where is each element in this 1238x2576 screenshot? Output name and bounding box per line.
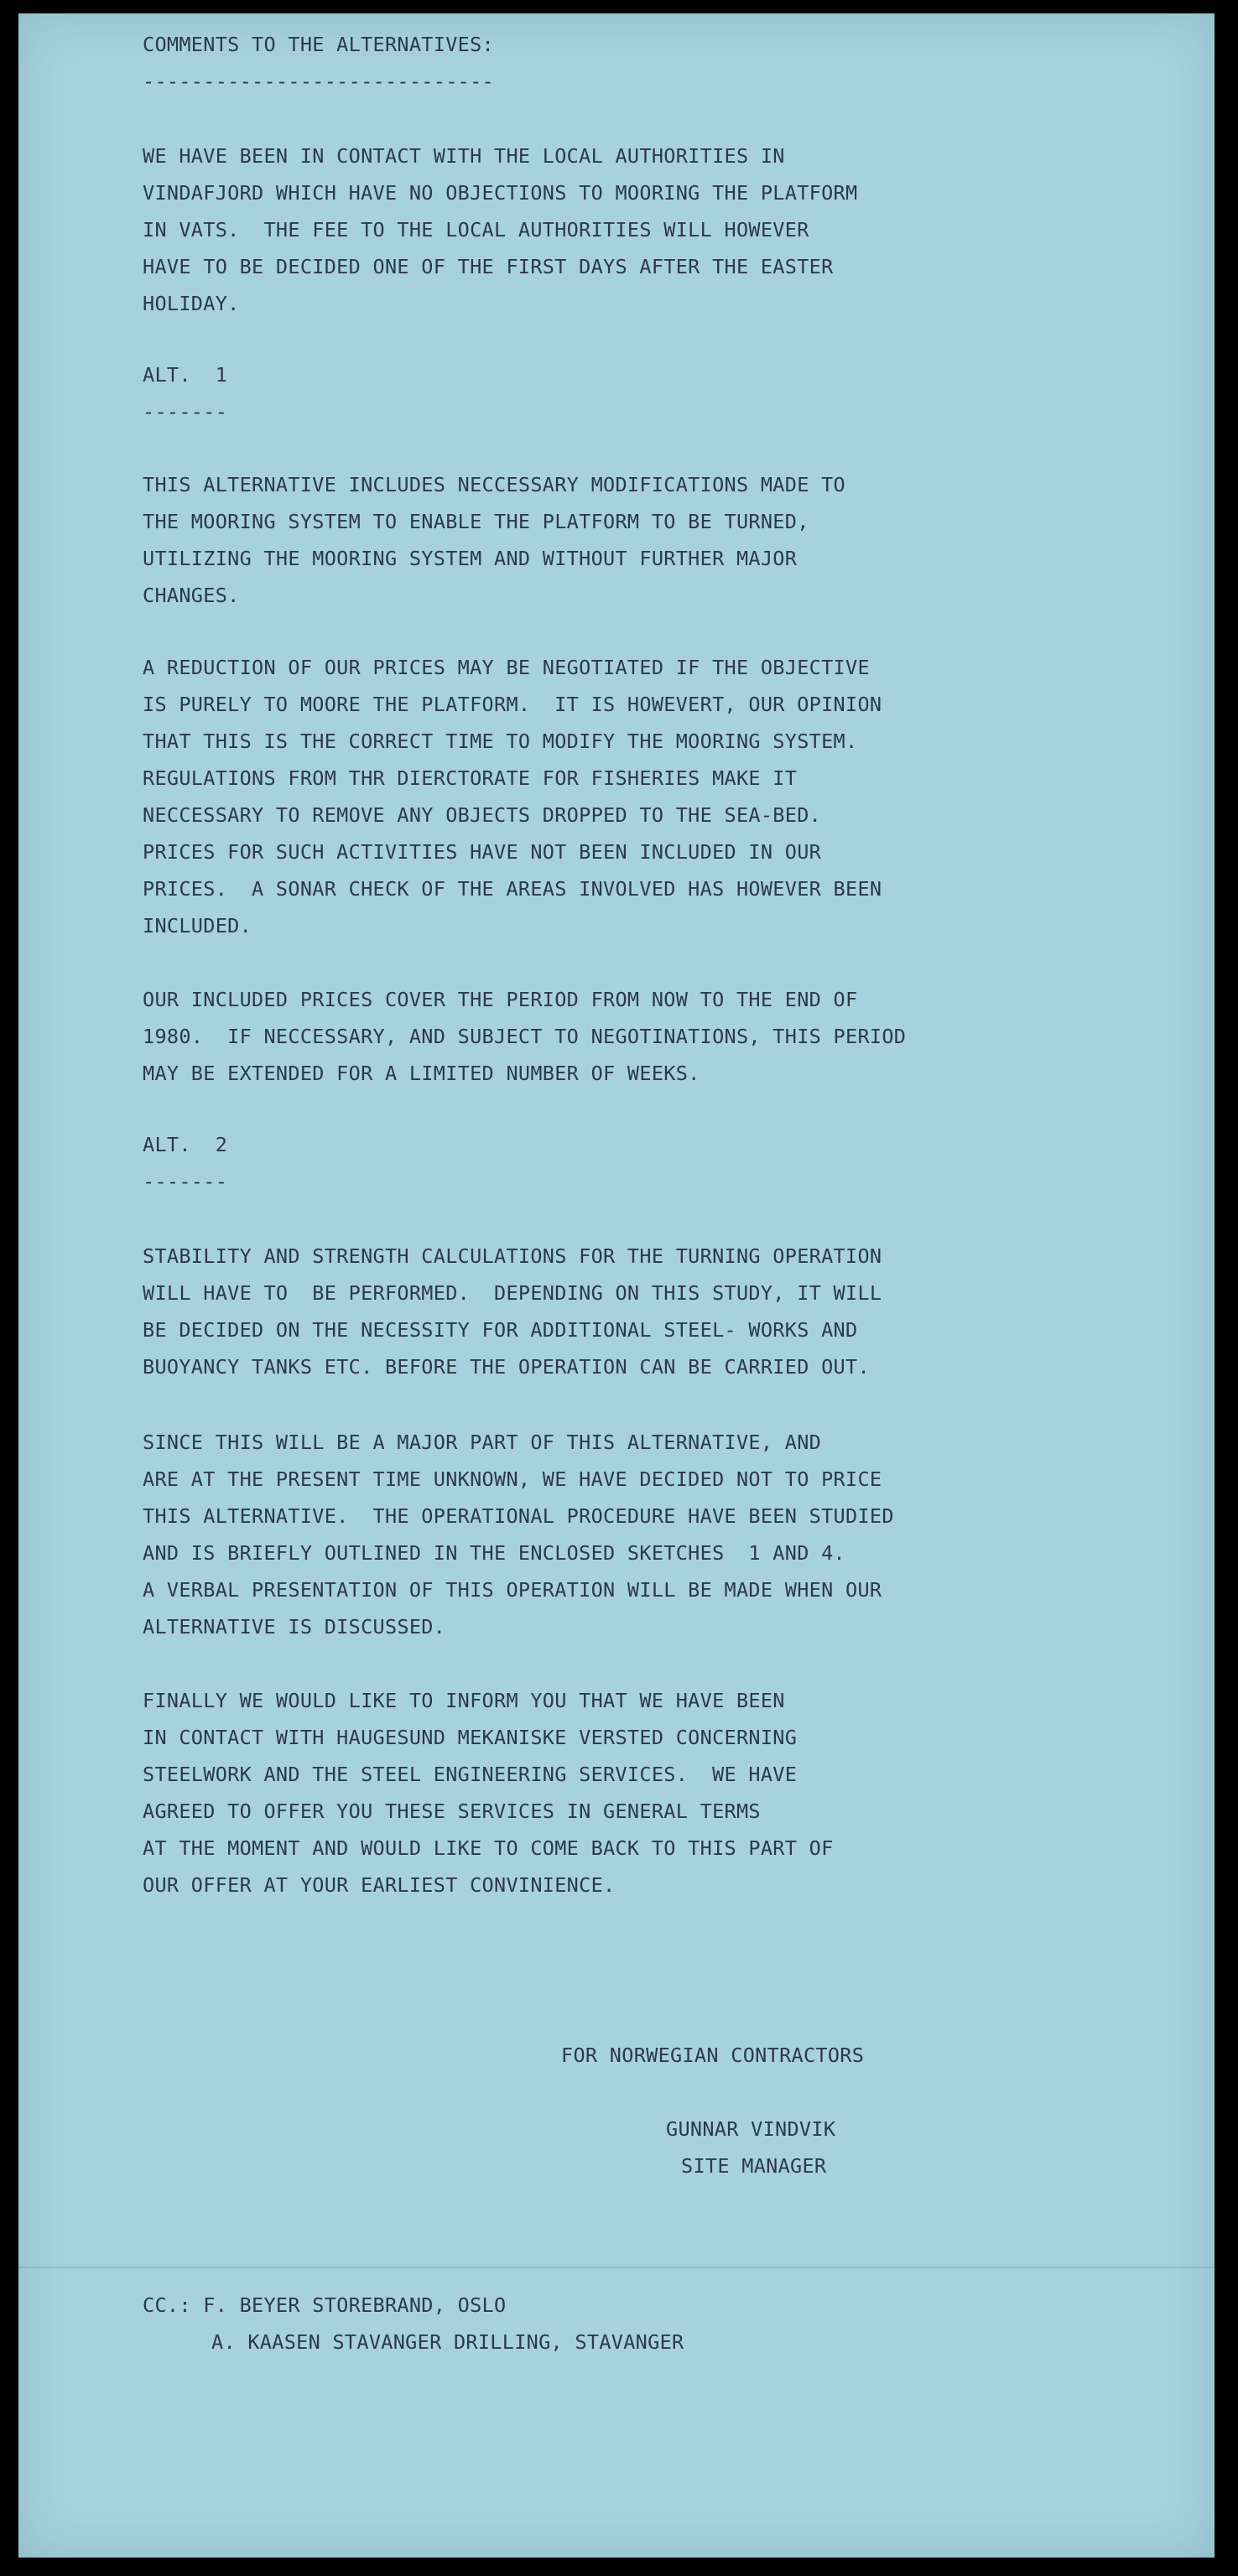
text-line: INCLUDED. (143, 914, 252, 937)
text-line: AGREED TO OFFER YOU THESE SERVICES IN GENERAL TERMS (143, 1800, 761, 1823)
alt1-paragraph-1 (143, 466, 845, 614)
cc-line-1: CC.: F. BEYER STOREBRAND, OSLO (143, 2293, 507, 2317)
text-line: HOLIDAY. (143, 292, 240, 315)
text-line: BE DECIDED ON THE NECESSITY FOR ADDITIONAL STEEL- WORKS AND (143, 1318, 858, 1342)
alt1-heading: ALT. 1 (143, 363, 228, 387)
text-line: SINCE THIS WILL BE A MAJOR PART OF THIS ALTERNATIVE, AND (143, 1431, 822, 1454)
signature-title: SITE MANAGER (681, 2154, 827, 2178)
text-line: THIS ALTERNATIVE INCLUDES NECCESSARY MODIFICATIONS MADE TO (143, 473, 845, 496)
intro-paragraph (143, 138, 857, 322)
signature-name: GUNNAR VINDVIK (666, 2117, 836, 2141)
text-line: ARE AT THE PRESENT TIME UNKNOWN, WE HAVE DECIDED NOT TO PRICE (143, 1467, 882, 1491)
alt2-underline: ------- (143, 1170, 228, 1193)
document-title: COMMENTS TO THE ALTERNATIVES: (143, 33, 494, 56)
document-page (18, 13, 1215, 2558)
text-line: NECCESSARY TO REMOVE ANY OBJECTS DROPPED TO THE SEA-BED. (143, 803, 822, 827)
text-line: STABILITY AND STRENGTH CALCULATIONS FOR THE TURNING OPERATION (143, 1244, 882, 1268)
text-line: STEELWORK AND THE STEEL ENGINEERING SERVICES. WE HAVE (143, 1763, 798, 1786)
cc-line-2: A. KAASEN STAVANGER DRILLING, STAVANGER (211, 2330, 684, 2354)
text-line: ALTERNATIVE IS DISCUSSED. (143, 1615, 446, 1639)
alt2-paragraph-2 (143, 1424, 894, 1645)
text-line: WE HAVE BEEN IN CONTACT WITH THE LOCAL AUTHORITIES IN (143, 144, 785, 168)
alt2-paragraph-3 (143, 1682, 834, 1903)
text-line: THE MOORING SYSTEM TO ENABLE THE PLATFORM TO BE TURNED, (143, 510, 809, 533)
paper-sheet (18, 13, 1215, 2558)
text-line: IS PURELY TO MOORE THE PLATFORM. IT IS HOWEVERT, OUR OPINION (143, 693, 882, 716)
text-line: CHANGES. (143, 584, 240, 607)
text-line: 1980. IF NECCESSARY, AND SUBJECT TO NEGOTINATIONS, THIS PERIOD (143, 1025, 907, 1048)
text-line: WILL HAVE TO BE PERFORMED. DEPENDING ON THIS STUDY, IT WILL (143, 1281, 882, 1305)
text-line: AT THE MOMENT AND WOULD LIKE TO COME BACK TO THIS PART OF (143, 1836, 834, 1860)
alt1-paragraph-2 (143, 649, 882, 944)
text-line: OUR OFFER AT YOUR EARLIEST CONVINIENCE. (143, 1873, 616, 1897)
text-line: BUOYANCY TANKS ETC. BEFORE THE OPERATION CAN BE CARRIED OUT. (143, 1355, 870, 1379)
text-line: FINALLY WE WOULD LIKE TO INFORM YOU THAT WE HAVE BEEN (143, 1689, 785, 1712)
text-line: AND IS BRIEFLY OUTLINED IN THE ENCLOSED SKETCHES 1 AND 4. (143, 1541, 845, 1565)
title-underline: ----------------------------- (143, 70, 494, 93)
text-line: OUR INCLUDED PRICES COVER THE PERIOD FROM NOW TO THE END OF (143, 988, 858, 1011)
text-line: IN VATS. THE FEE TO THE LOCAL AUTHORITIES WILL HOWEVER (143, 218, 809, 242)
text-line: A VERBAL PRESENTATION OF THIS OPERATION WILL BE MADE WHEN OUR (143, 1578, 882, 1602)
text-line: THAT THIS IS THE CORRECT TIME TO MODIFY THE MOORING SYSTEM. (143, 730, 858, 753)
text-line: PRICES FOR SUCH ACTIVITIES HAVE NOT BEEN INCLUDED IN OUR (143, 840, 822, 864)
text-line: IN CONTACT WITH HAUGESUND MEKANISKE VERSTED CONCERNING (143, 1726, 798, 1749)
text-line: VINDAFJORD WHICH HAVE NO OBJECTIONS TO MOORING THE PLATFORM (143, 181, 858, 205)
text-line: REGULATIONS FROM THR DIERCTORATE FOR FISHERIES MAKE IT (143, 766, 798, 790)
text-line: HAVE TO BE DECIDED ONE OF THE FIRST DAYS AFTER THE EASTER (143, 255, 834, 278)
alt2-heading: ALT. 2 (143, 1133, 228, 1156)
signature-company: FOR NORWEGIAN CONTRACTORS (561, 2044, 865, 2067)
alt2-paragraph-1 (143, 1238, 882, 1385)
text-line: A REDUCTION OF OUR PRICES MAY BE NEGOTIATED IF THE OBJECTIVE (143, 656, 870, 679)
text-line: MAY BE EXTENDED FOR A LIMITED NUMBER OF WEEKS. (143, 1062, 700, 1085)
text-line: UTILIZING THE MOORING SYSTEM AND WITHOUT FURTHER MAJOR (143, 547, 798, 570)
text-line: THIS ALTERNATIVE. THE OPERATIONAL PROCEDURE HAVE BEEN STUDIED (143, 1504, 894, 1528)
text-line: PRICES. A SONAR CHECK OF THE AREAS INVOLVED HAS HOWEVER BEEN (143, 877, 882, 901)
alt1-underline: ------- (143, 400, 228, 423)
alt1-paragraph-3 (143, 981, 906, 1092)
